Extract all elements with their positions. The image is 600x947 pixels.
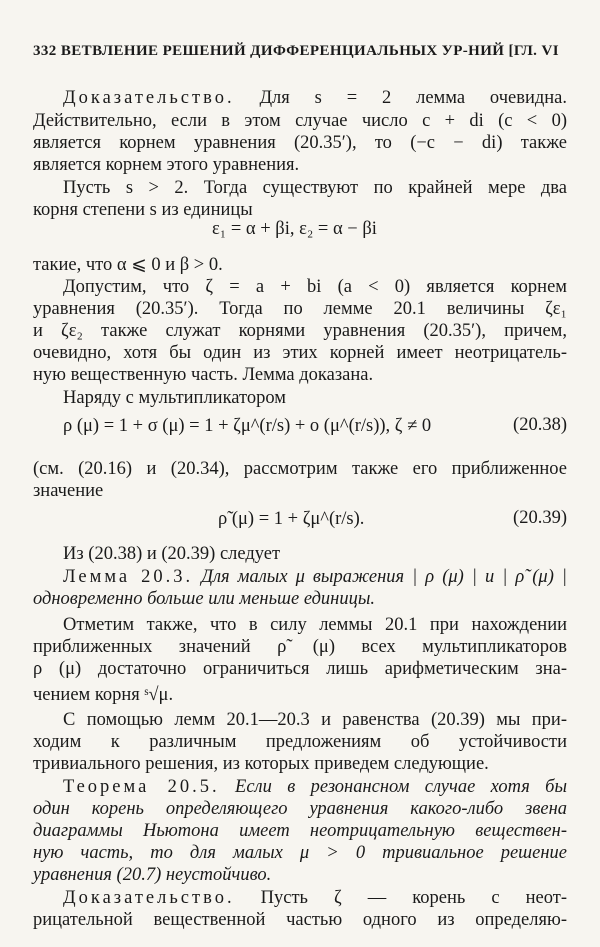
p6-line-3: тривиального решения, из которых приведем следующие. xyxy=(33,754,489,774)
p3-line-1: Допустим, что ζ = a + bi (a < 0) является корнем xyxy=(63,277,567,297)
proof-1-line-2: Действительно, если в этом случае число c + di (c < 0) xyxy=(33,111,567,131)
theorem-line-2: один корень определяющего уравнения какого-либо звена xyxy=(33,799,567,819)
p2-line-3: такие, что α ⩽ 0 и β > 0. xyxy=(33,255,223,275)
p3-line-3: и ζε₂ также служат корнями уравнения (20.35′), причем, xyxy=(33,321,567,341)
lemma-label: Лемма 20.3. xyxy=(63,567,194,587)
theorem-label: Теорема 20.5. xyxy=(63,777,220,797)
page-header: 332 ВЕТВЛЕНИЕ РЕШЕНИЙ ДИФФЕРЕНЦИАЛЬНЫХ УР-НИЙ [ГЛ. VI xyxy=(33,43,559,59)
lemma-line-2: одновременно больше или меньше единицы. xyxy=(33,589,376,609)
p5-line-1: Отметим также, что в силу леммы 20.1 при нахождении xyxy=(63,615,567,635)
equation-20-38: ρ (μ) = 1 + σ (μ) = 1 + ζμ^(r/s) + o (μ^(r/s)), ζ ≠ 0 xyxy=(63,416,432,436)
p5-line-3: ρ (μ) достаточно ограничиться лишь арифметическим зна- xyxy=(33,659,567,679)
proof-2-label: Доказательство. xyxy=(63,888,235,908)
equation-20-39-number: (20.39) xyxy=(513,508,567,528)
proof-1-line-1 xyxy=(63,87,567,109)
p3-line-5: ную вещественную часть. Лемма доказана. xyxy=(33,365,374,385)
p2-line-1: Пусть s > 2. Тогда существуют по крайней мере два xyxy=(63,178,567,198)
proof-2-text: Пусть ζ — корень с неот- xyxy=(260,888,567,908)
theorem-line-3: диаграммы Ньютона имеет неотрицательную веществен- xyxy=(33,821,567,841)
equation-20-38-number: (20.38) xyxy=(513,415,567,435)
p3-line-4: очевидно, хотя бы один из этих корней имеет неотрицатель- xyxy=(33,343,567,363)
p4-line-4: Из (20.38) и (20.39) следует xyxy=(63,544,281,564)
theorem-line-1 xyxy=(63,776,567,798)
theorem-line-5: уравнения (20.7) неустойчиво. xyxy=(33,865,272,885)
proof-2-line-2: рицательной вещественной частью одного из определяю- xyxy=(33,910,567,930)
p5-line-4: чением корня ˢ√μ. xyxy=(33,685,174,705)
p5-line-2: приближенных значений ρ̃ (μ) всех мультипликаторов xyxy=(33,637,567,657)
p2-line-2: корня степени s из единицы xyxy=(33,200,253,220)
p4-line-3: значение xyxy=(33,481,104,501)
theorem-line-4: ную часть, то для малых μ > 0 тривиальное решение xyxy=(33,843,567,863)
proof-1-line-3: является корнем уравнения (20.35′), то (−c − di) также xyxy=(33,133,567,153)
theorem-text: Если в резонансном случае хотя бы xyxy=(235,777,568,797)
lemma-text: Для малых μ выражения | ρ (μ) | и | ρ̃ (μ) | xyxy=(201,567,567,587)
proof-1-text: Для s = 2 лемма очевидна. xyxy=(259,88,567,108)
p4-line-2: (см. (20.16) и (20.34), рассмотрим также его приближенное xyxy=(33,459,567,479)
equation-20-39: ρ̃ (μ) = 1 + ζμ^(r/s). xyxy=(218,509,365,529)
lemma-line-1 xyxy=(63,566,567,588)
p3-line-2: уравнения (20.35′). Тогда по лемме 20.1 величины ζε₁ xyxy=(33,299,567,319)
proof-2-line-1 xyxy=(63,887,567,909)
p6-line-1: С помощью лемм 20.1—20.3 и равенства (20.39) мы при- xyxy=(63,710,567,730)
p6-line-2: ходим к различным предложениям об устойчивости xyxy=(33,732,567,752)
p4-line-1: Наряду с мультипликатором xyxy=(63,388,286,408)
proof-1-label: Доказательство. xyxy=(63,88,235,108)
proof-1-line-4: является корнем этого уравнения. xyxy=(33,155,300,175)
roots-equation: ε₁ = α + βi, ε₂ = α − βi xyxy=(212,219,377,239)
